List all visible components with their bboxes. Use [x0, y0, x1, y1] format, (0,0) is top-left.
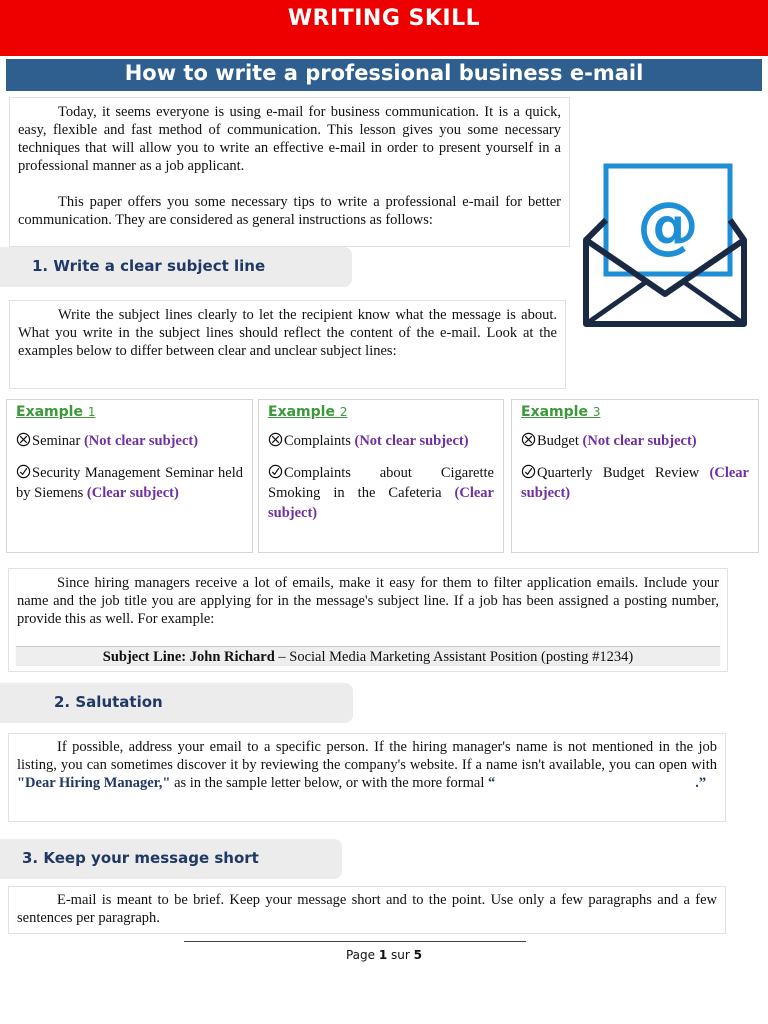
example-clear-line: Complaints about Cigarette Smoking in the Cafeteria (Clear subject): [268, 465, 494, 521]
check-circle-icon: [16, 464, 31, 479]
example-heading-2: Example 2: [268, 404, 348, 420]
page-title: WRITING SKILL: [287, 6, 481, 31]
cross-circle-icon: [16, 432, 31, 447]
section-3-body-box: [8, 886, 726, 934]
section-3-number: 3.: [22, 849, 39, 867]
example-box-2: [258, 399, 504, 553]
intro-paragraph-1: Today, it seems everyone is using e-mail for business communication. It is a quick, easy, flexible and fast method of communication. This lesson gives you some necessary techniques that will allow you to write an effective e-mail in order to present yourself in a professional manner as a job applicant.: [18, 104, 561, 174]
example-heading-1: Example 1: [16, 404, 96, 420]
section-1-body-box: [9, 300, 566, 389]
subject-line-example: Subject Line: John Richard – Social Media Marketing Assistant Position (posting #1234): [16, 646, 720, 666]
example-box-1: [6, 399, 253, 553]
example-box-3: [511, 399, 759, 553]
section-2-number: 2.: [54, 693, 71, 711]
subtitle-banner: [0, 59, 768, 91]
intro-paragraph-2: This paper offers you some necessary tips to write a professional e-mail for better communication. They are considered as general instructions as follows:: [18, 194, 561, 228]
section-1-paragraph: Write the subject lines clearly to let the recipient know what the message is about. What you write in the subject lines should reflect the content of the e-mail. Look at the examples below to differ between clear and unclear subject lines:: [18, 307, 557, 359]
footer-rule: [184, 941, 526, 942]
header-banner: [0, 0, 768, 56]
example-unclear-line: Complaints (Not clear subject): [268, 431, 494, 451]
section-2-body-box: [8, 733, 726, 822]
example-unclear-line: Budget (Not clear subject): [521, 431, 749, 451]
cross-circle-icon: [268, 432, 283, 447]
cross-circle-icon: [521, 432, 536, 447]
section-1-title: Write a clear subject line: [53, 257, 266, 275]
section-3-paragraph: E-mail is meant to be brief. Keep your message short and to the point. Use only a few paragraphs and a few sentences per paragraph.: [17, 892, 717, 926]
section-2-heading: [0, 683, 353, 723]
page-subtitle: How to write a professional business e-mail: [124, 61, 644, 85]
section-1-number: 1.: [32, 257, 49, 275]
svg-text:@: @: [637, 188, 699, 261]
email-envelope-at-icon: [582, 160, 748, 328]
check-circle-icon: [521, 464, 536, 479]
section-3-heading: [0, 839, 342, 879]
page-number: Page 1 sur 5: [345, 948, 423, 962]
section-1-heading: [0, 247, 352, 287]
section-2-title: Salutation: [75, 693, 163, 711]
intro-box: [9, 97, 570, 247]
example-heading-3: Example 3: [521, 404, 601, 420]
hiring-paragraph: Since hiring managers receive a lot of emails, make it easy for them to filter application emails. Include your name and the job title you are applying for in the message's subject line. If a job has been assigned a posting number, provide this as well. For example:: [17, 575, 719, 627]
section-3-title: Keep your message short: [43, 849, 259, 867]
example-unclear-line: Seminar (Not clear subject): [16, 431, 243, 451]
example-clear-line: Security Management Seminar held by Siemens (Clear subject): [16, 465, 243, 501]
example-clear-line: Quarterly Budget Review (Clear subject): [521, 465, 749, 501]
section-2-paragraph: If possible, address your email to a specific person. If the hiring manager's name is not mentioned in the job listing, you can sometimes discover it by reviewing the company's website. If a name isn't available, you can open with "Dear Hiring Manager," as in the sample letter below, or with the more formal “ .”: [17, 739, 717, 791]
check-circle-icon: [268, 464, 283, 479]
